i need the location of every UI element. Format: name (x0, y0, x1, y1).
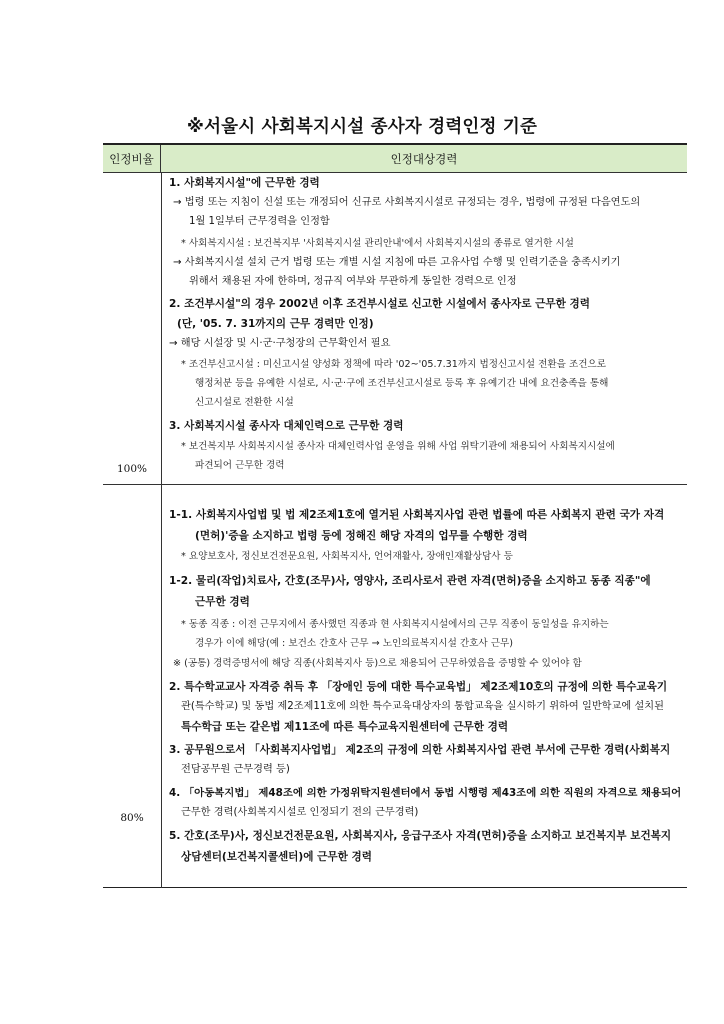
item-4-child-welfare-cont: 근무한 경력(사회복지시설로 인정되기 전의 근무경력) (181, 807, 419, 818)
item-4-child-welfare: 4. 「아동복지법」 제48조에 의한 가정위탁지원센터에서 동법 시행령 제43조에 의한 직원의 자격으로 채용되어 (169, 787, 682, 799)
item-1-arrow-2-cont: 위해서 채용된 자에 한하며, 정규직 여부와 무관하게 동일한 경력으로 인정 (189, 276, 517, 287)
item-1-arrow-2: → 사회복지시설 설치 근거 법령 또는 개별 시설 지침에 따른 고유사업 수행 및 인력기준을 충족시키기 (173, 257, 621, 268)
item-5-call-center: 5. 간호(조무)사, 정신보건전문요원, 사회복지사, 응급구조사 자격(면허)증을 소지하고 보건복지부 보건복지 (169, 830, 672, 842)
item-3-public-official: 3. 공무원으로서 「사회복지사업법」 제2조의 규정에 의한 사회복지사업 관련 부서에 근무한 경력(사회복지 (169, 744, 671, 756)
item-2-special-education: 2. 특수학교교사 자격증 취득 후 「장애인 등에 대한 특수교육법」 제2조제10호의 규정에 의한 특수교육기 (169, 681, 668, 693)
item-2-heading: 2. 조건부시설"의 경우 2002년 이후 조건부시설로 신고한 시설에서 종사자로 근무한 경력 (169, 298, 590, 310)
column-divider (161, 173, 162, 888)
item-2-heading-note: (단, '05. 7. 31까지의 근무 경력만 인정) (177, 318, 374, 330)
item-2-note-cont-1: 행정처분 등을 유예한 시설로, 시·군·구에 조건부신고시설로 등록 후 유예기간 내에 요건충족을 통해 (195, 378, 609, 389)
item-1-1-heading: 1-1. 사회복지사업법 및 법 제2조제1호에 열거된 사회복지사업 관련 법률에 따른 사회복지 관련 국가 자격 (169, 509, 665, 521)
item-2-special-education-cont-2: 특수학급 또는 같은법 제11조에 따른 특수교육지원센터에 근무한 경력 (181, 721, 509, 733)
career-criteria-table (103, 143, 687, 888)
item-2-note-cont-2: 신고시설로 전환한 시설 (195, 397, 294, 408)
item-2-special-education-cont-1: 관(특수학교) 및 동법 제2조제11호에 의한 특수교육대상자의 통합교육을 실시하기 위하여 일반학교에 설치된 (181, 701, 664, 712)
table-header (103, 145, 687, 173)
header-target: 인정대상경력 (390, 152, 458, 166)
item-1-2-heading-cont: 근무한 경력 (195, 596, 250, 608)
page-title: ※서울시 사회복지시설 종사자 경력인정 기준 (186, 117, 538, 137)
row-divider (103, 484, 687, 485)
common-note: ※ (공통) 경력증명서에 해당 직종(사회복지사 등)으로 채용되어 근무하였음을 증명할 수 있어야 함 (173, 658, 582, 669)
item-2-note: * 조건부신고시설 : 미신고시설 양성화 정책에 따라 '02~'05.7.31까지 법정신고시설 전환을 조건으로 (181, 359, 607, 370)
item-1-heading: 1. 사회복지시설"에 근무한 경력 (169, 177, 320, 189)
item-1-1-note: * 요양보호사, 정신보건전문요원, 사회복지사, 언어재활사, 장애인재활상담사 등 (181, 551, 513, 562)
item-1-2-note-cont: 경우가 이에 해당(예 : 보건소 간호사 근무 → 노인의료복지시설 간호사 근무) (195, 638, 514, 649)
item-5-call-center-cont: 상담센터(보건복지콜센터)에 근무한 경력 (181, 851, 373, 863)
item-3-note: * 보건복지부 사회복지시설 종사자 대체인력사업 운영을 위해 사업 위탁기관에 채용되어 사회복지시설에 (181, 441, 615, 452)
ratio-80: 80% (120, 812, 144, 824)
item-1-arrow-1-cont: 1월 1일부터 근무경력을 인정함 (189, 216, 330, 227)
item-3-note-cont: 파견되어 근무한 경력 (195, 460, 285, 471)
item-2-arrow: → 해당 시설장 및 시·군·구청장의 근무확인서 필요 (169, 338, 391, 349)
item-1-2-heading: 1-2. 물리(작업)치료사, 간호(조무)사, 영양사, 조리사로서 관련 자격(면허)증을 소지하고 동종 직종"에 (169, 575, 651, 587)
item-1-1-heading-cont: (면허)'증을 소지하고 법령 등에 정해진 해당 자격의 업무를 수행한 경력 (195, 530, 528, 542)
item-1-arrow-1: → 법령 또는 지침이 신설 또는 개정되어 신규로 사회복지시설로 규정되는 경우, 법령에 규정된 다음연도의 (173, 197, 641, 208)
header-ratio: 인정비율 (103, 145, 161, 173)
ratio-100: 100% (116, 463, 148, 475)
item-1-note: * 사회복지시설 : 보건복지부 '사회복지시설 관리안내'에서 사회복지시설의 종류로 열거한 시설 (181, 238, 574, 249)
item-3-heading: 3. 사회복지시설 종사자 대체인력으로 근무한 경력 (169, 420, 404, 432)
item-1-2-note: * 동종 직종 : 이전 근무지에서 종사했던 직종과 현 사회복지시설에서의 근무 직종이 동일성을 유지하는 (181, 619, 609, 630)
item-3-public-official-cont: 전담공무원 근무경력 등) (181, 764, 290, 775)
